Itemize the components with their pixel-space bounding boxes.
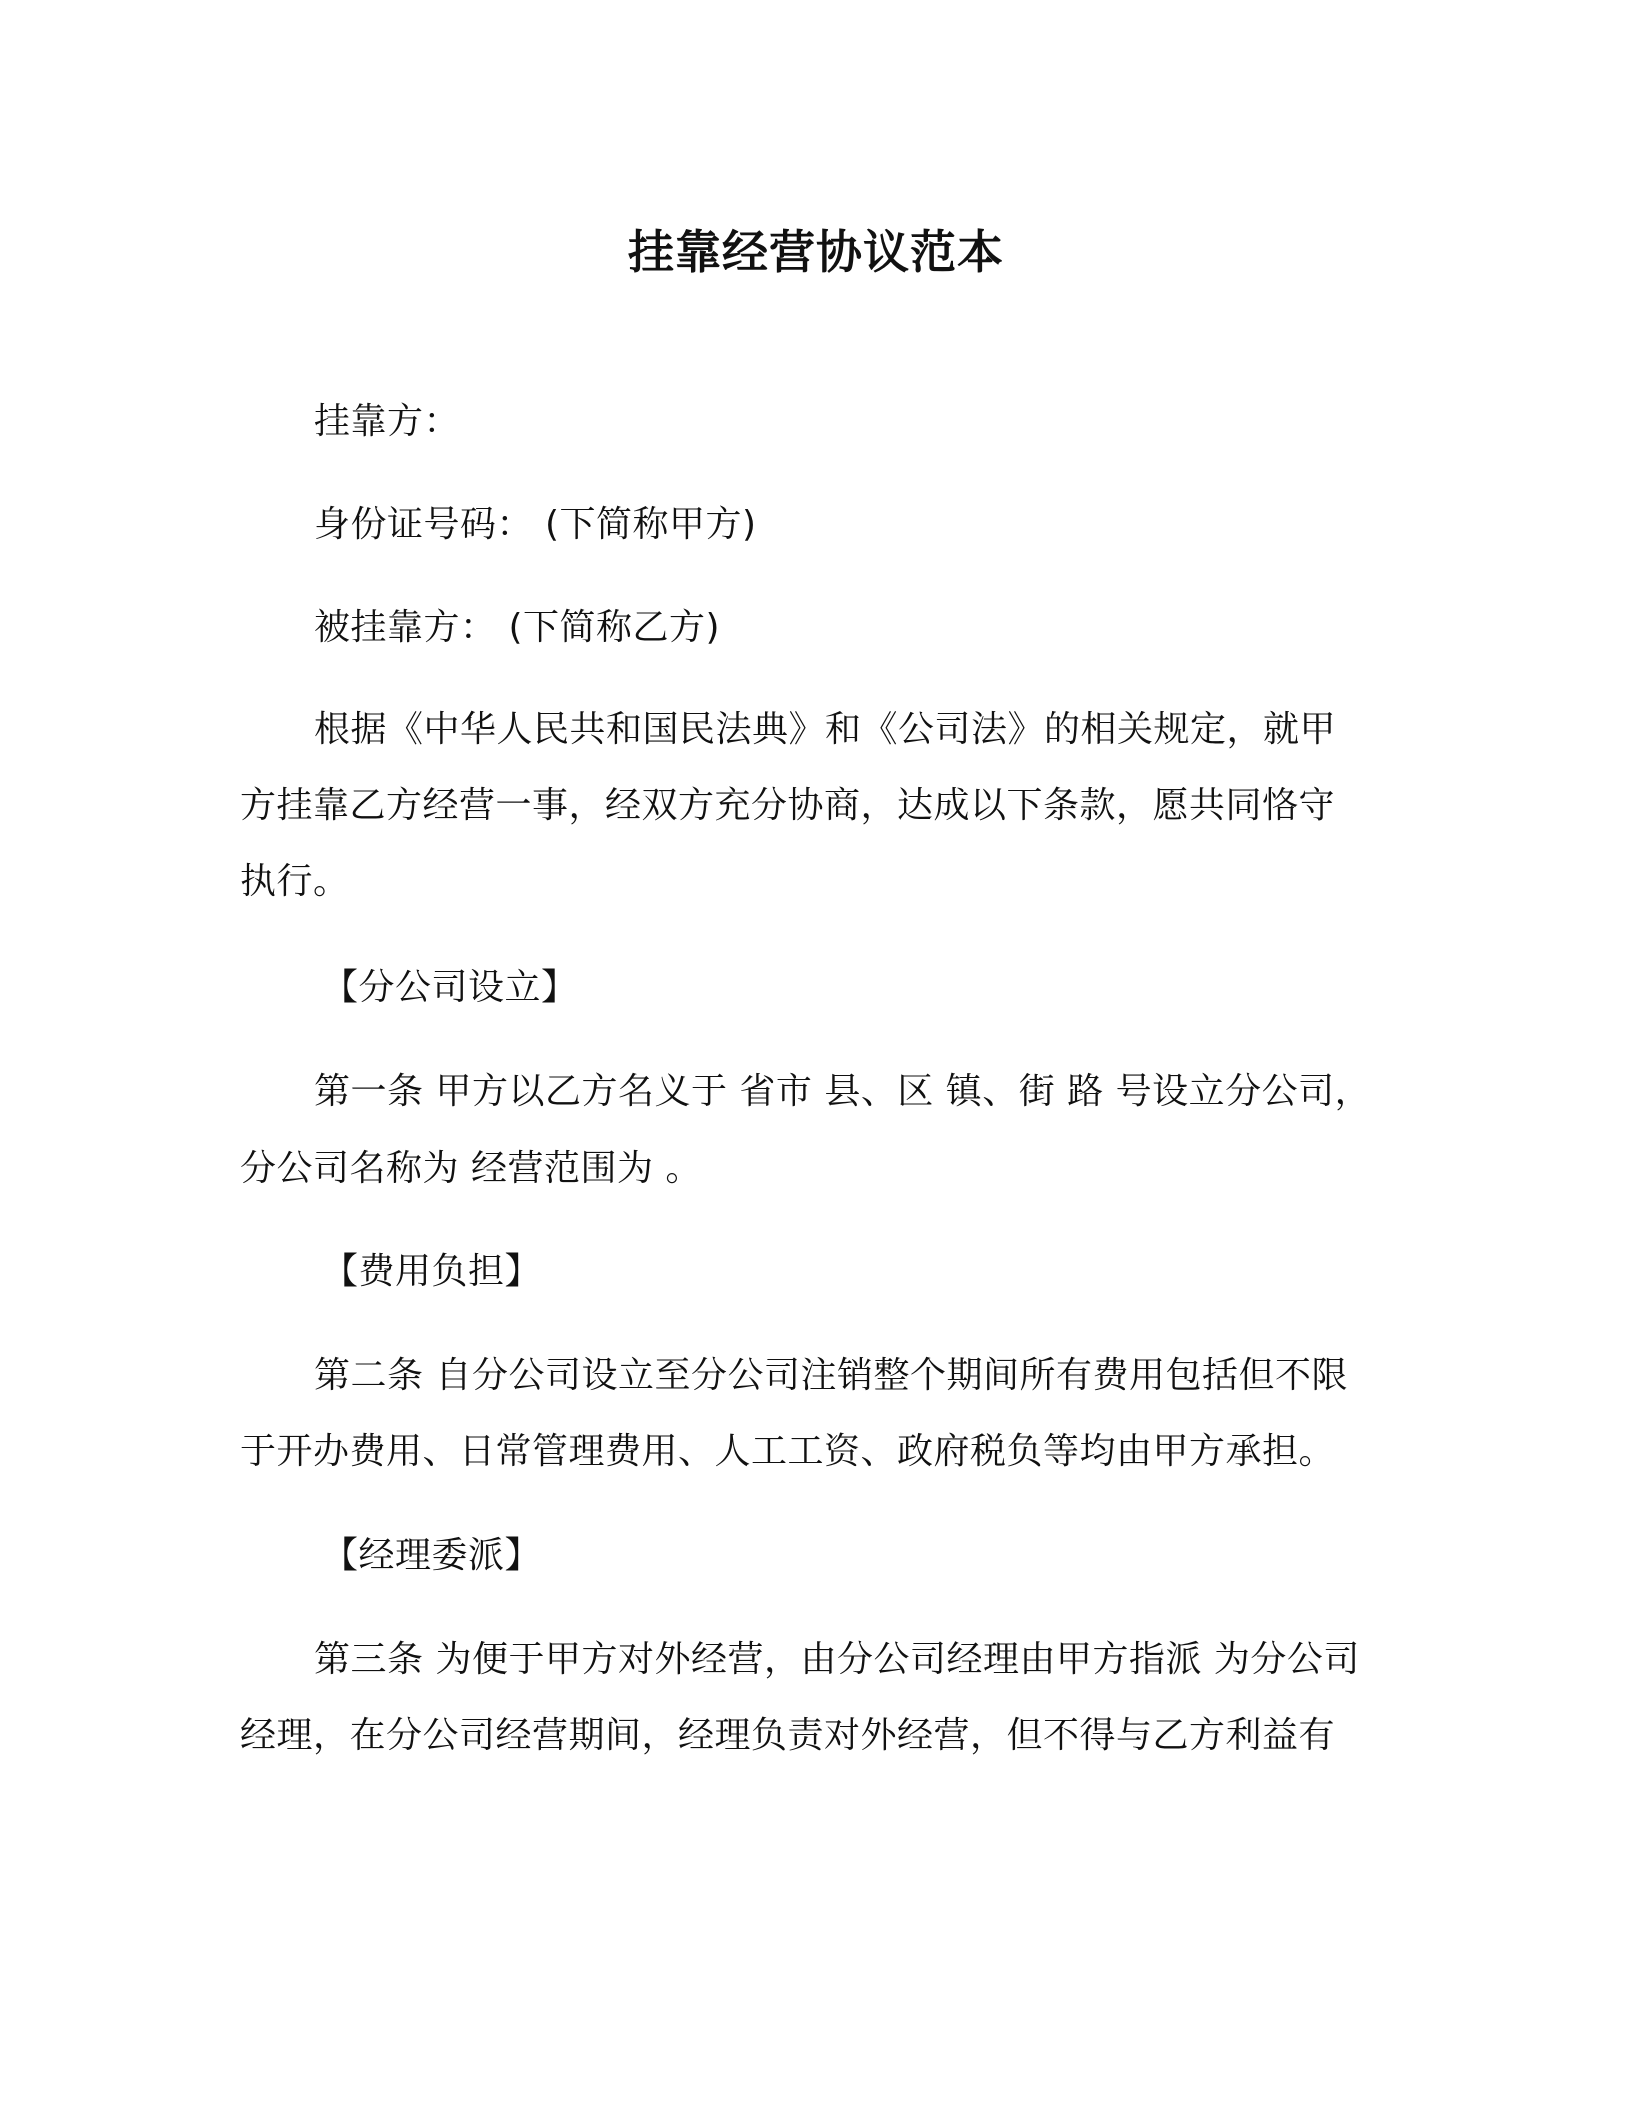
preamble-line-3: 执行。 xyxy=(240,861,350,902)
article-3-line-1: 第三条 为便于甲方对外经营，由分公司经理由甲方指派 为分公司 xyxy=(314,1639,1360,1680)
section-heading-expenses: 【费用负担】 xyxy=(322,1251,542,1292)
section-heading-manager-appointment: 【经理委派】 xyxy=(322,1535,542,1576)
article-1-line-2: 分公司名称为 经营范围为 。 xyxy=(240,1148,702,1189)
article-1-line-1: 第一条 甲方以乙方名义于 省市 县、区 镇、街 路 号设立分公司， xyxy=(314,1071,1372,1112)
id-number-line: 身份证号码： (下简称甲方) xyxy=(314,504,757,545)
article-2-line-2: 于开办费用、日常管理费用、人工工资、政府税负等均由甲方承担。 xyxy=(240,1431,1336,1472)
preamble-line-2: 方挂靠乙方经营一事，经双方充分协商，达成以下条款，愿共同恪守 xyxy=(240,785,1336,826)
article-2-line-1: 第二条 自分公司设立至分公司注销整个期间所有费用包括但不限 xyxy=(314,1355,1348,1396)
party-a-label: 挂靠方： xyxy=(314,401,461,442)
section-heading-branch-setup: 【分公司设立】 xyxy=(322,967,578,1008)
document-title: 挂靠经营协议范本 xyxy=(628,225,1004,279)
party-b-line: 被挂靠方： (下简称乙方) xyxy=(314,607,721,648)
preamble-line-1: 根据《中华人民共和国民法典》和《公司法》的相关规定，就甲 xyxy=(314,709,1337,750)
article-3-line-2: 经理，在分公司经营期间，经理负责对外经营，但不得与乙方利益有 xyxy=(240,1715,1336,1756)
